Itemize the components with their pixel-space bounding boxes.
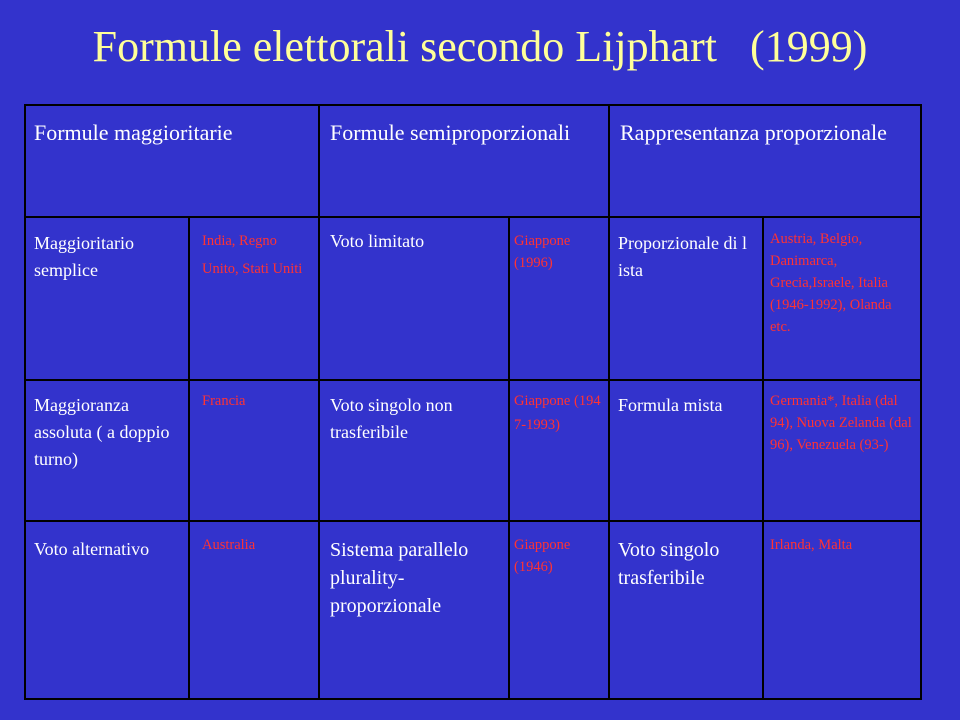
system-formula-mista: Formula mista bbox=[618, 395, 723, 415]
column-divider bbox=[318, 104, 320, 700]
country-line: India, Regno bbox=[202, 233, 277, 249]
header-semiproportional: Formule semiproporzionali bbox=[330, 120, 571, 145]
countries-voto-alternativo: Australia bbox=[202, 537, 256, 553]
column-divider bbox=[608, 104, 610, 700]
countries-proporzionale-di-lista: Austria, Belgio, Danimarca, Grecia,Israele, Italia (1946-1992), Olanda etc. bbox=[770, 231, 892, 335]
column-divider bbox=[762, 216, 764, 700]
header-majoritarian: Formule maggioritarie bbox=[34, 120, 233, 145]
table-border-bottom bbox=[24, 698, 922, 700]
countries-voto-singolo-non-trasferibile: Giappone (1947-1993) bbox=[514, 393, 601, 433]
countries-maggioranza-assoluta: Francia bbox=[202, 393, 246, 409]
system-maggioranza-assoluta: Maggioranza assoluta ( a doppio turno) bbox=[34, 395, 170, 469]
table-border-right bbox=[920, 104, 922, 700]
table-border-left bbox=[24, 104, 26, 700]
system-voto-singolo-non-trasferibile: Voto singolo non trasferibile bbox=[330, 395, 453, 442]
countries-sistema-parallelo: Giappone (1946) bbox=[514, 537, 571, 575]
system-proporzionale-di-lista: Proporzionale di lista bbox=[618, 233, 747, 280]
system-voto-alternativo: Voto alternativo bbox=[34, 539, 150, 559]
countries-voto-limitato: Giappone (1996) bbox=[514, 233, 571, 271]
slide-title: Formule elettorali secondo Lijphart (1999) bbox=[92, 22, 868, 71]
countries-voto-singolo-trasferibile: Irlanda, Malta bbox=[770, 537, 853, 553]
table-border-top bbox=[24, 104, 922, 106]
countries-formula-mista: Germania*, Italia (dal 94), Nuova Zelanda (dal 96), Venezuela (93-) bbox=[770, 393, 912, 453]
system-voto-limitato: Voto limitato bbox=[330, 231, 425, 251]
row-divider bbox=[24, 520, 922, 522]
header-proportional: Rappresentanza proporzionale bbox=[620, 120, 887, 145]
system-maggioritario-semplice: Maggioritario semplice bbox=[34, 233, 134, 280]
column-divider bbox=[508, 216, 510, 700]
column-divider bbox=[188, 216, 190, 700]
system-voto-singolo-trasferibile: Voto singolo trasferibile bbox=[618, 539, 720, 589]
system-sistema-parallelo: Sistema parallelo plurality-proporzionale bbox=[330, 539, 469, 617]
countries-maggioritario-semplice bbox=[202, 230, 314, 281]
row-divider bbox=[24, 216, 922, 218]
row-divider bbox=[24, 379, 922, 381]
country-line: Unito, Stati Uniti bbox=[202, 260, 303, 277]
